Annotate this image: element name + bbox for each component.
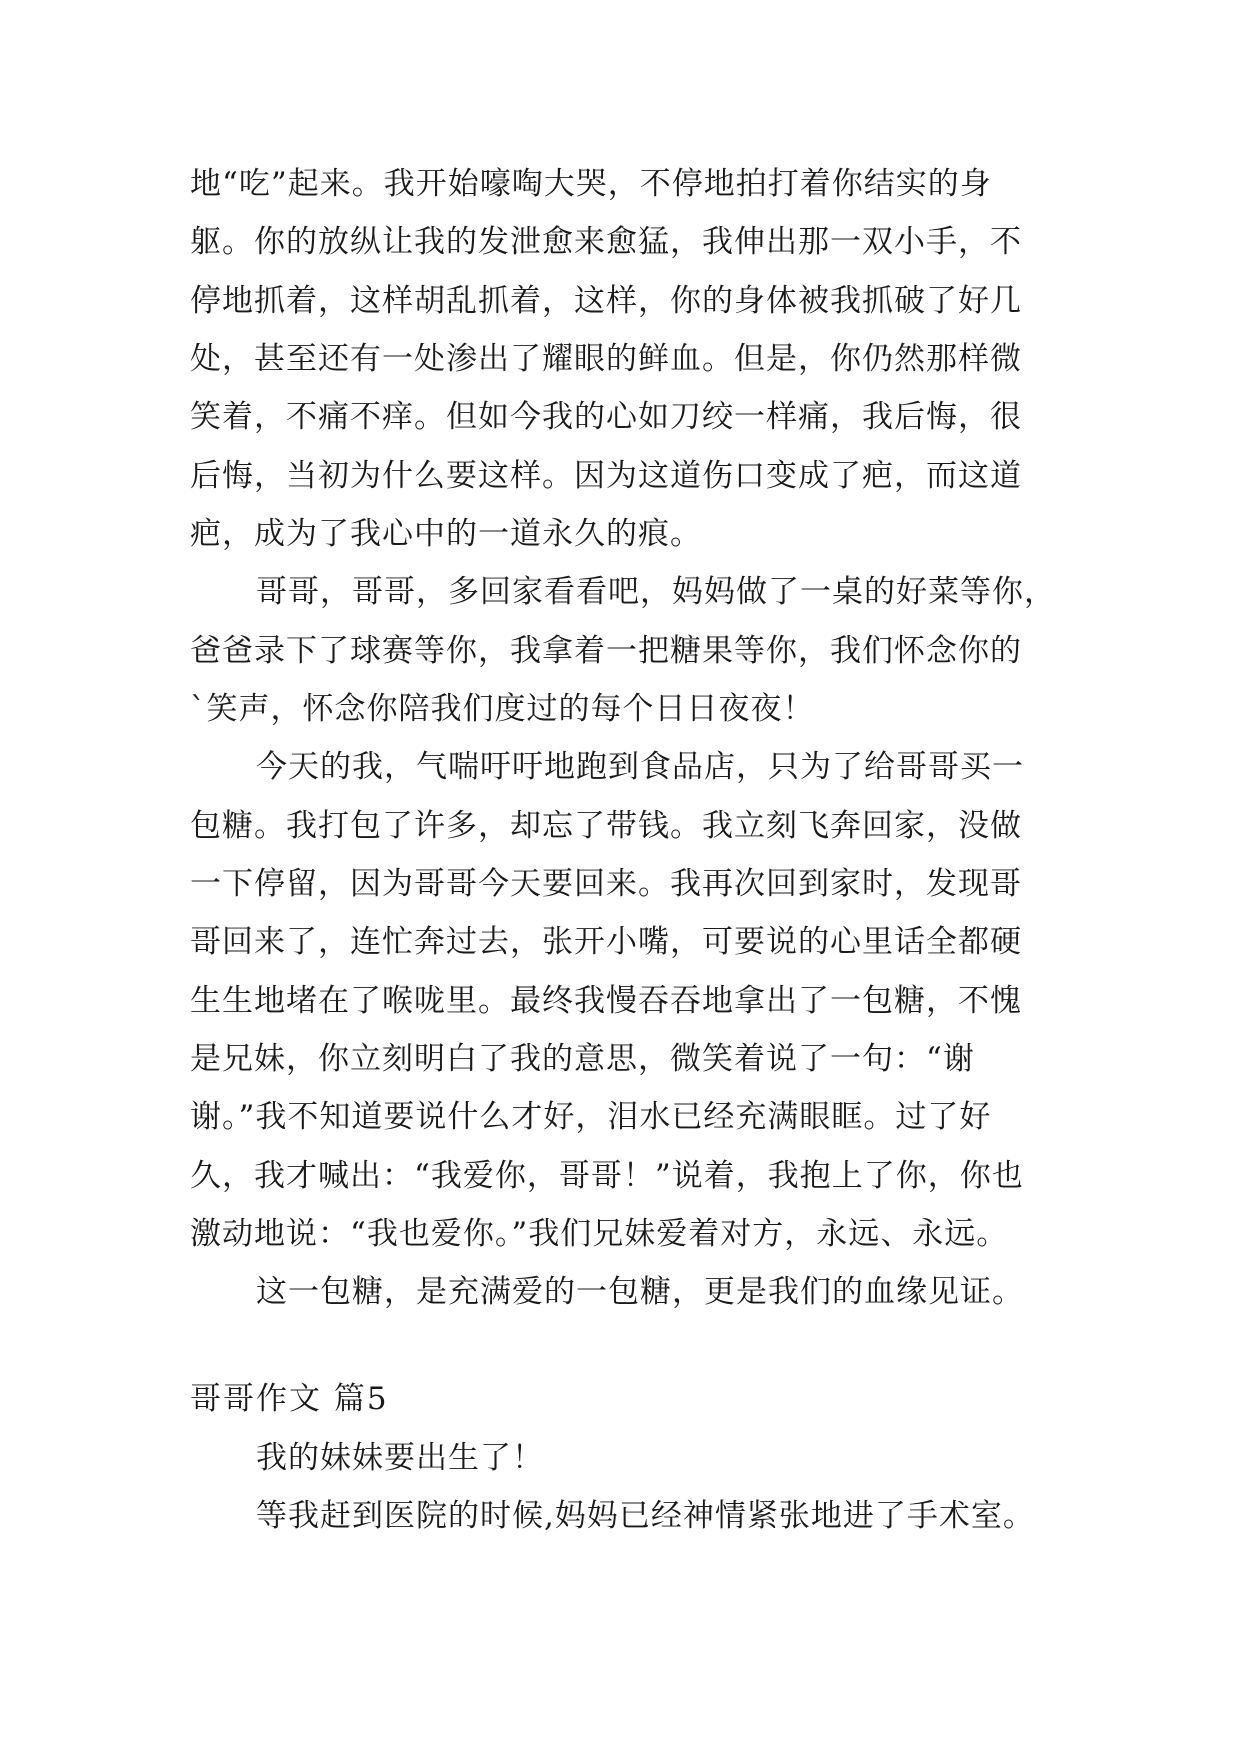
paragraph-line: `笑声，怀念你陪我们度过的每个日日夜夜！ <box>190 691 815 727</box>
paragraph-line: 地“吃”起来。我开始嚎啕大哭，不停地拍打着你结实的身 <box>190 166 992 202</box>
paragraph-line: 包糖。我打包了许多，却忘了带钱。我立刻飞奔回家，没做 <box>190 808 1022 844</box>
paragraph-line: 久，我才喊出：“我爱你，哥哥！”说着，我抱上了你，你也 <box>190 1158 1024 1194</box>
paragraph-line: 我的妹妹要出生了！ <box>256 1440 544 1476</box>
paragraph-line: 笑着，不痛不痒。但如今我的心如刀绞一样痛，我后悔，很 <box>190 399 1022 435</box>
paragraph-line: 是兄妹，你立刻明白了我的意思，微笑着说了一句：“谢 <box>190 1041 975 1077</box>
paragraph-line: 哥哥，哥哥，多回家看看吧，妈妈做了一桌的好菜等你， <box>256 574 1056 610</box>
paragraph-line: 后悔，当初为什么要这样。因为这道伤口变成了疤，而这道 <box>190 458 1022 494</box>
paragraph-line: 疤，成为了我心中的一道永久的痕。 <box>190 516 702 552</box>
paragraph-line: 谢。”我不知道要说什么才好，泪水已经充满眼眶。过了好 <box>190 1099 992 1135</box>
paragraph-line: 躯。你的放纵让我的发泄愈来愈猛，我伸出那一双小手，不 <box>190 224 1022 260</box>
paragraph-line: 这一包糖，是充满爱的一包糖，更是我们的血缘见证。 <box>256 1274 1024 1310</box>
paragraph-line: 停地抓着，这样胡乱抓着，这样，你的身体被我抓破了好几 <box>190 283 1022 319</box>
paragraph-line: 今天的我，气喘吁吁地跑到食品店，只为了给哥哥买一 <box>256 749 1024 785</box>
paragraph-line: 激动地说：“我也爱你。”我们兄妹爱着对方，永远、永远。 <box>190 1216 1009 1252</box>
paragraph-line: 处，甚至还有一处渗出了耀眼的鲜血。但是，你仍然那样微 <box>190 341 1022 377</box>
section-heading: 哥哥作文 篇5 <box>190 1381 389 1417</box>
paragraph-line: 哥回来了，连忙奔过去，张开小嘴，可要说的心里话全都硬 <box>190 924 1022 960</box>
paragraph-line: 爸爸录下了球赛等你，我拿着一把糖果等你，我们怀念你的 <box>190 633 1022 669</box>
paragraph-line: 生生地堵在了喉咙里。最终我慢吞吞地拿出了一包糖，不愧 <box>190 983 1022 1019</box>
paragraph-line: 一下停留，因为哥哥今天要回来。我再次回到家时，发现哥 <box>190 866 1022 902</box>
paragraph-line: 等我赶到医院的时候,妈妈已经神情紧张地进了手术室。 <box>256 1498 1035 1534</box>
